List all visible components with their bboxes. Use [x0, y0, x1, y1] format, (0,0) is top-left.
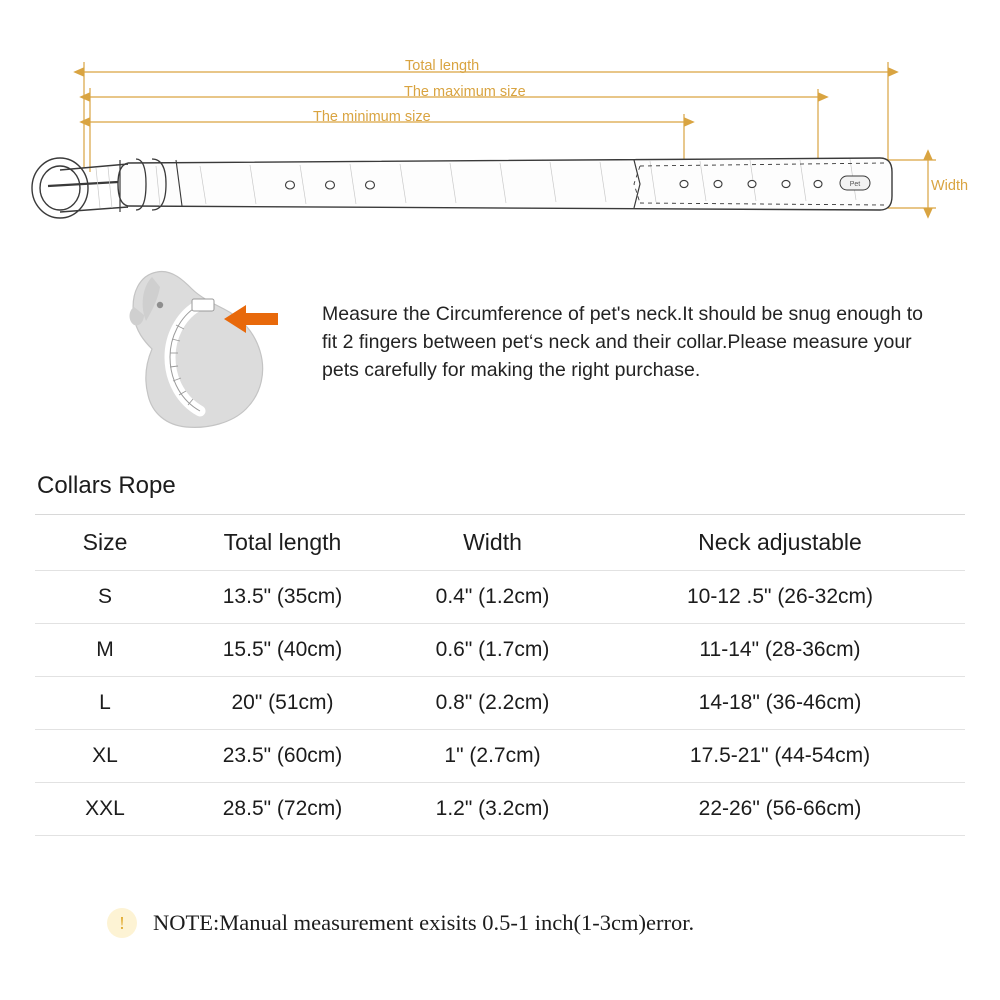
- table-title: Collars Rope: [37, 472, 176, 499]
- table-header-total-length: Total length: [175, 515, 390, 571]
- svg-text:Pet: Pet: [849, 181, 861, 188]
- table-row: [35, 571, 965, 624]
- table-header-neck-adjustable: Neck adjustable: [595, 515, 965, 571]
- collar-logo-plate: [840, 176, 870, 190]
- table-row: [35, 730, 965, 783]
- collar-diagram-svg: [0, 0, 1000, 240]
- collar-diagram: [0, 0, 1000, 240]
- cell-total-length: 13.5" (35cm): [175, 571, 390, 624]
- measure-instructions: Measure the Circumference of pet's neck.It should be snug enough to fit 2 fingers between pet‘s neck and their collar.Please measure your pets carefully for making the right purchase.: [322, 303, 923, 381]
- note-row: [35, 908, 965, 938]
- size-table: [35, 514, 965, 836]
- table-row: [35, 624, 965, 677]
- exclamation-icon: !: [107, 908, 137, 938]
- cell-neck-adjustable: 11-14" (28-36cm): [595, 624, 965, 677]
- label-width: Width: [931, 178, 969, 194]
- cell-neck-adjustable: 22-26" (56-66cm): [595, 783, 965, 836]
- table-header-width: Width: [390, 515, 595, 571]
- cell-size: M: [35, 624, 175, 677]
- label-total-length: Total length: [405, 58, 480, 74]
- cell-width: 1" (2.7cm): [390, 730, 595, 783]
- dog-measure-illustration: [100, 245, 300, 445]
- cell-neck-adjustable: 14-18" (36-46cm): [595, 677, 965, 730]
- cell-total-length: 28.5" (72cm): [175, 783, 390, 836]
- cell-width: 0.6" (1.7cm): [390, 624, 595, 677]
- cell-size: XL: [35, 730, 175, 783]
- cell-width: 0.4" (1.2cm): [390, 571, 595, 624]
- cell-neck-adjustable: 10-12 .5" (26-32cm): [595, 571, 965, 624]
- table-row: [35, 783, 965, 836]
- cell-width: 0.8" (2.2cm): [390, 677, 595, 730]
- label-maximum-size: The maximum size: [404, 84, 526, 100]
- note-text: NOTE:Manual measurement exisits 0.5-1 inch(1-3cm)error.: [153, 910, 695, 935]
- collar-strap: [118, 158, 892, 210]
- dog-eye: [157, 302, 163, 308]
- cell-size: L: [35, 677, 175, 730]
- cell-size: XXL: [35, 783, 175, 836]
- table-row: [35, 677, 965, 730]
- tape-end: [192, 299, 214, 311]
- cell-neck-adjustable: 17.5-21" (44-54cm): [595, 730, 965, 783]
- cell-total-length: 23.5" (60cm): [175, 730, 390, 783]
- table-header-row: [35, 515, 965, 571]
- size-table-section: [35, 472, 965, 836]
- label-minimum-size: The minimum size: [313, 109, 431, 125]
- cell-width: 1.2" (3.2cm): [390, 783, 595, 836]
- cell-size: S: [35, 571, 175, 624]
- table-header-size: Size: [35, 515, 175, 571]
- cell-total-length: 20" (51cm): [175, 677, 390, 730]
- cell-total-length: 15.5" (40cm): [175, 624, 390, 677]
- dog-illustration-svg: [100, 245, 300, 445]
